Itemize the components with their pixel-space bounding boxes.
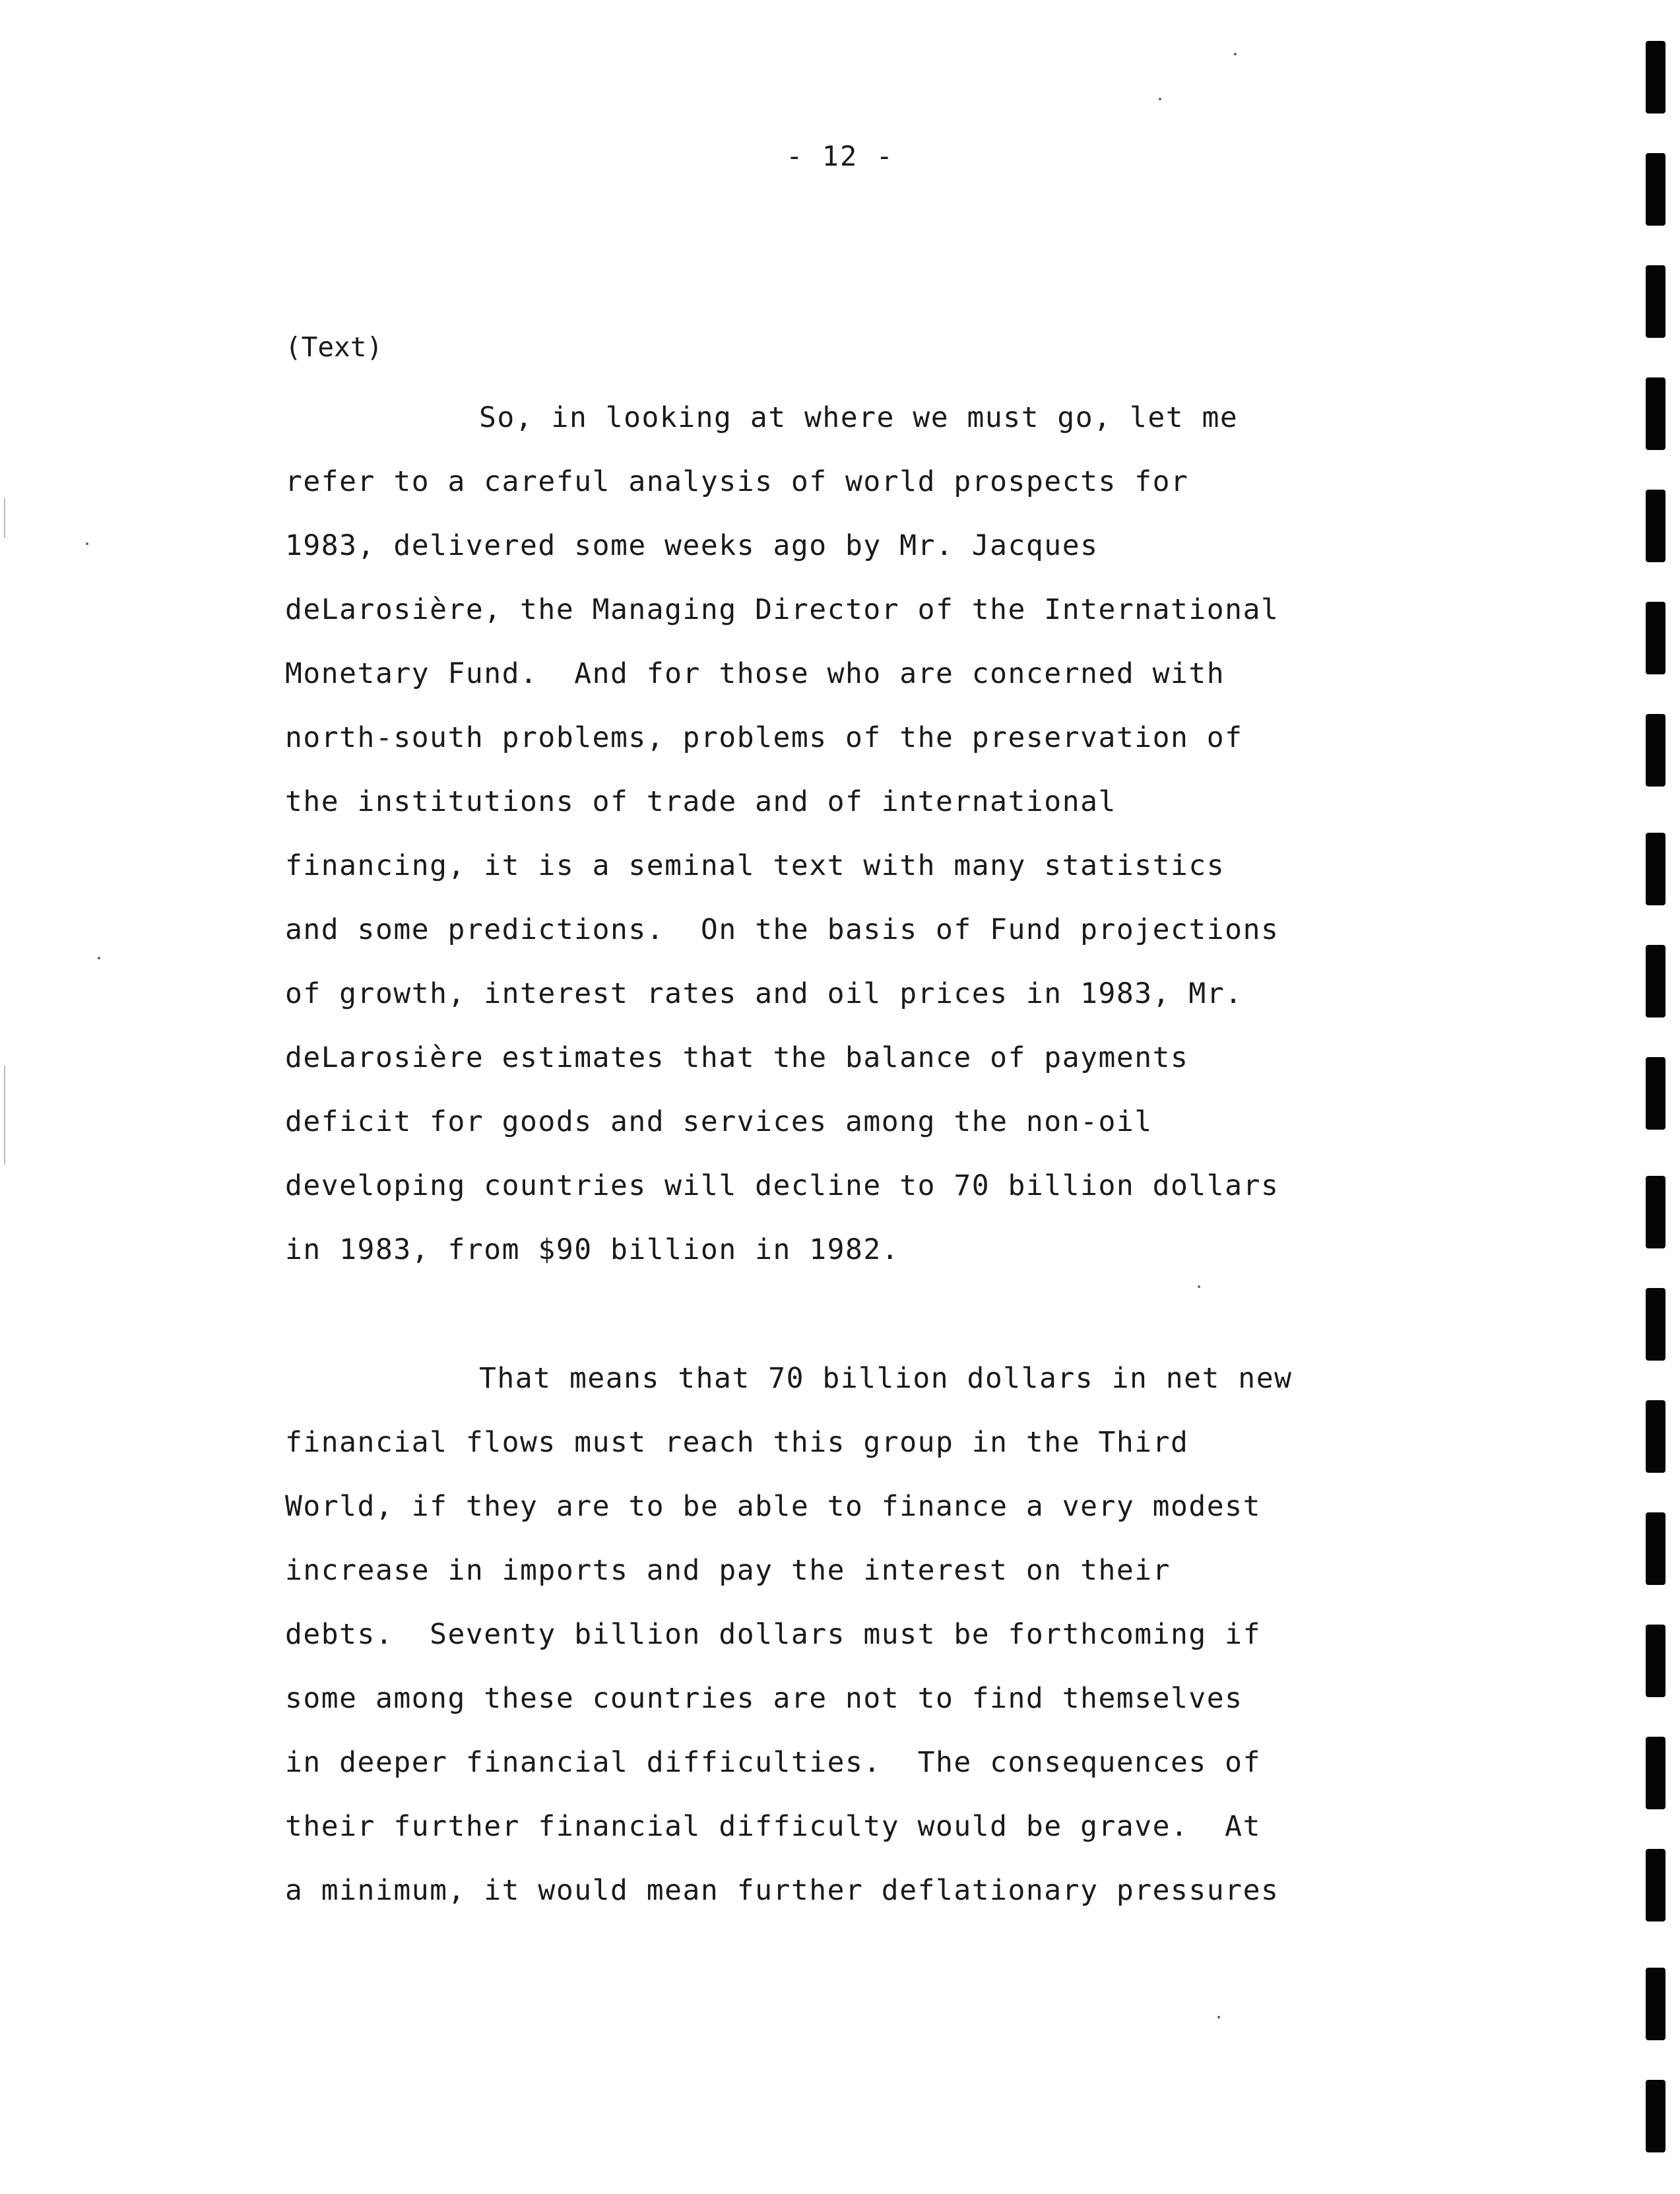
text-line: the institutions of trade and of international [285, 785, 1116, 818]
binding-bar [1646, 1625, 1665, 1697]
binding-bar [1646, 714, 1665, 787]
binding-bar [1646, 1176, 1665, 1248]
text-line: in 1983, from $90 billion in 1982. [285, 1233, 900, 1266]
text-line: World, if they are to be able to finance a very modest [285, 1490, 1261, 1523]
text-line: increase in imports and pay the interest on their [285, 1554, 1171, 1587]
scan-speck [98, 957, 100, 959]
text-line: developing countries will decline to 70 billion dollars [285, 1169, 1279, 1202]
paragraph [285, 386, 1380, 1282]
text-line: a minimum, it would mean further deflationary pressures [285, 1874, 1279, 1907]
text-line: some among these countries are not to find themselves [285, 1682, 1243, 1715]
binding-bar [1646, 377, 1665, 450]
text-line: debts. Seventy billion dollars must be forthcoming if [285, 1618, 1261, 1651]
paragraph [285, 1347, 1380, 1923]
scan-speck [1198, 1285, 1200, 1288]
text-line: their further financial difficulty would be grave. At [285, 1810, 1261, 1843]
binding-bar [1646, 1057, 1665, 1130]
binding-bar [1646, 1400, 1665, 1473]
text-line: in deeper financial difficulties. The consequences of [285, 1746, 1261, 1779]
text-line: deLarosière, the Managing Director of the International [285, 593, 1279, 626]
scan-speck [86, 542, 88, 545]
text-line: financing, it is a seminal text with many statistics [285, 849, 1225, 882]
text-line: 1983, delivered some weeks ago by Mr. Jacques [285, 529, 1099, 562]
binding-bar [1646, 833, 1665, 905]
text-line: deLarosière estimates that the balance of payments [285, 1041, 1189, 1074]
section-label: (Text) [285, 331, 383, 363]
binding-bar [1646, 602, 1665, 674]
binding-bar [1646, 490, 1665, 562]
scan-speck [1234, 53, 1237, 55]
page-number: - 12 - [786, 140, 894, 172]
text-line: deficit for goods and services among the non-oil [285, 1105, 1153, 1138]
binding-bar [1646, 1737, 1665, 1809]
scan-mark [4, 1066, 5, 1165]
scan-speck [1217, 2016, 1220, 2018]
binding-bar [1646, 1288, 1665, 1361]
binding-bar [1646, 1849, 1665, 1921]
text-line: That means that 70 billion dollars in net new [479, 1362, 1293, 1395]
binding-bar [1646, 2080, 1665, 2152]
binding-bar [1646, 41, 1665, 113]
text-line: financial flows must reach this group in the Third [285, 1426, 1189, 1459]
binding-bar [1646, 153, 1665, 226]
text-line: and some predictions. On the basis of Fund projections [285, 913, 1279, 946]
text-line: of growth, interest rates and oil prices in 1983, Mr. [285, 977, 1243, 1010]
text-line: Monetary Fund. And for those who are concerned with [285, 657, 1225, 690]
binding-bar [1646, 1968, 1665, 2040]
text-line: north-south problems, problems of the preservation of [285, 721, 1243, 754]
text-line: refer to a careful analysis of world prospects for [285, 465, 1189, 498]
binding-bar [1646, 945, 1665, 1017]
binding-bar [1646, 1512, 1665, 1585]
scan-mark [4, 498, 5, 538]
text-line: So, in looking at where we must go, let me [479, 401, 1239, 434]
binding-bar [1646, 265, 1665, 338]
scan-speck [1159, 98, 1161, 100]
